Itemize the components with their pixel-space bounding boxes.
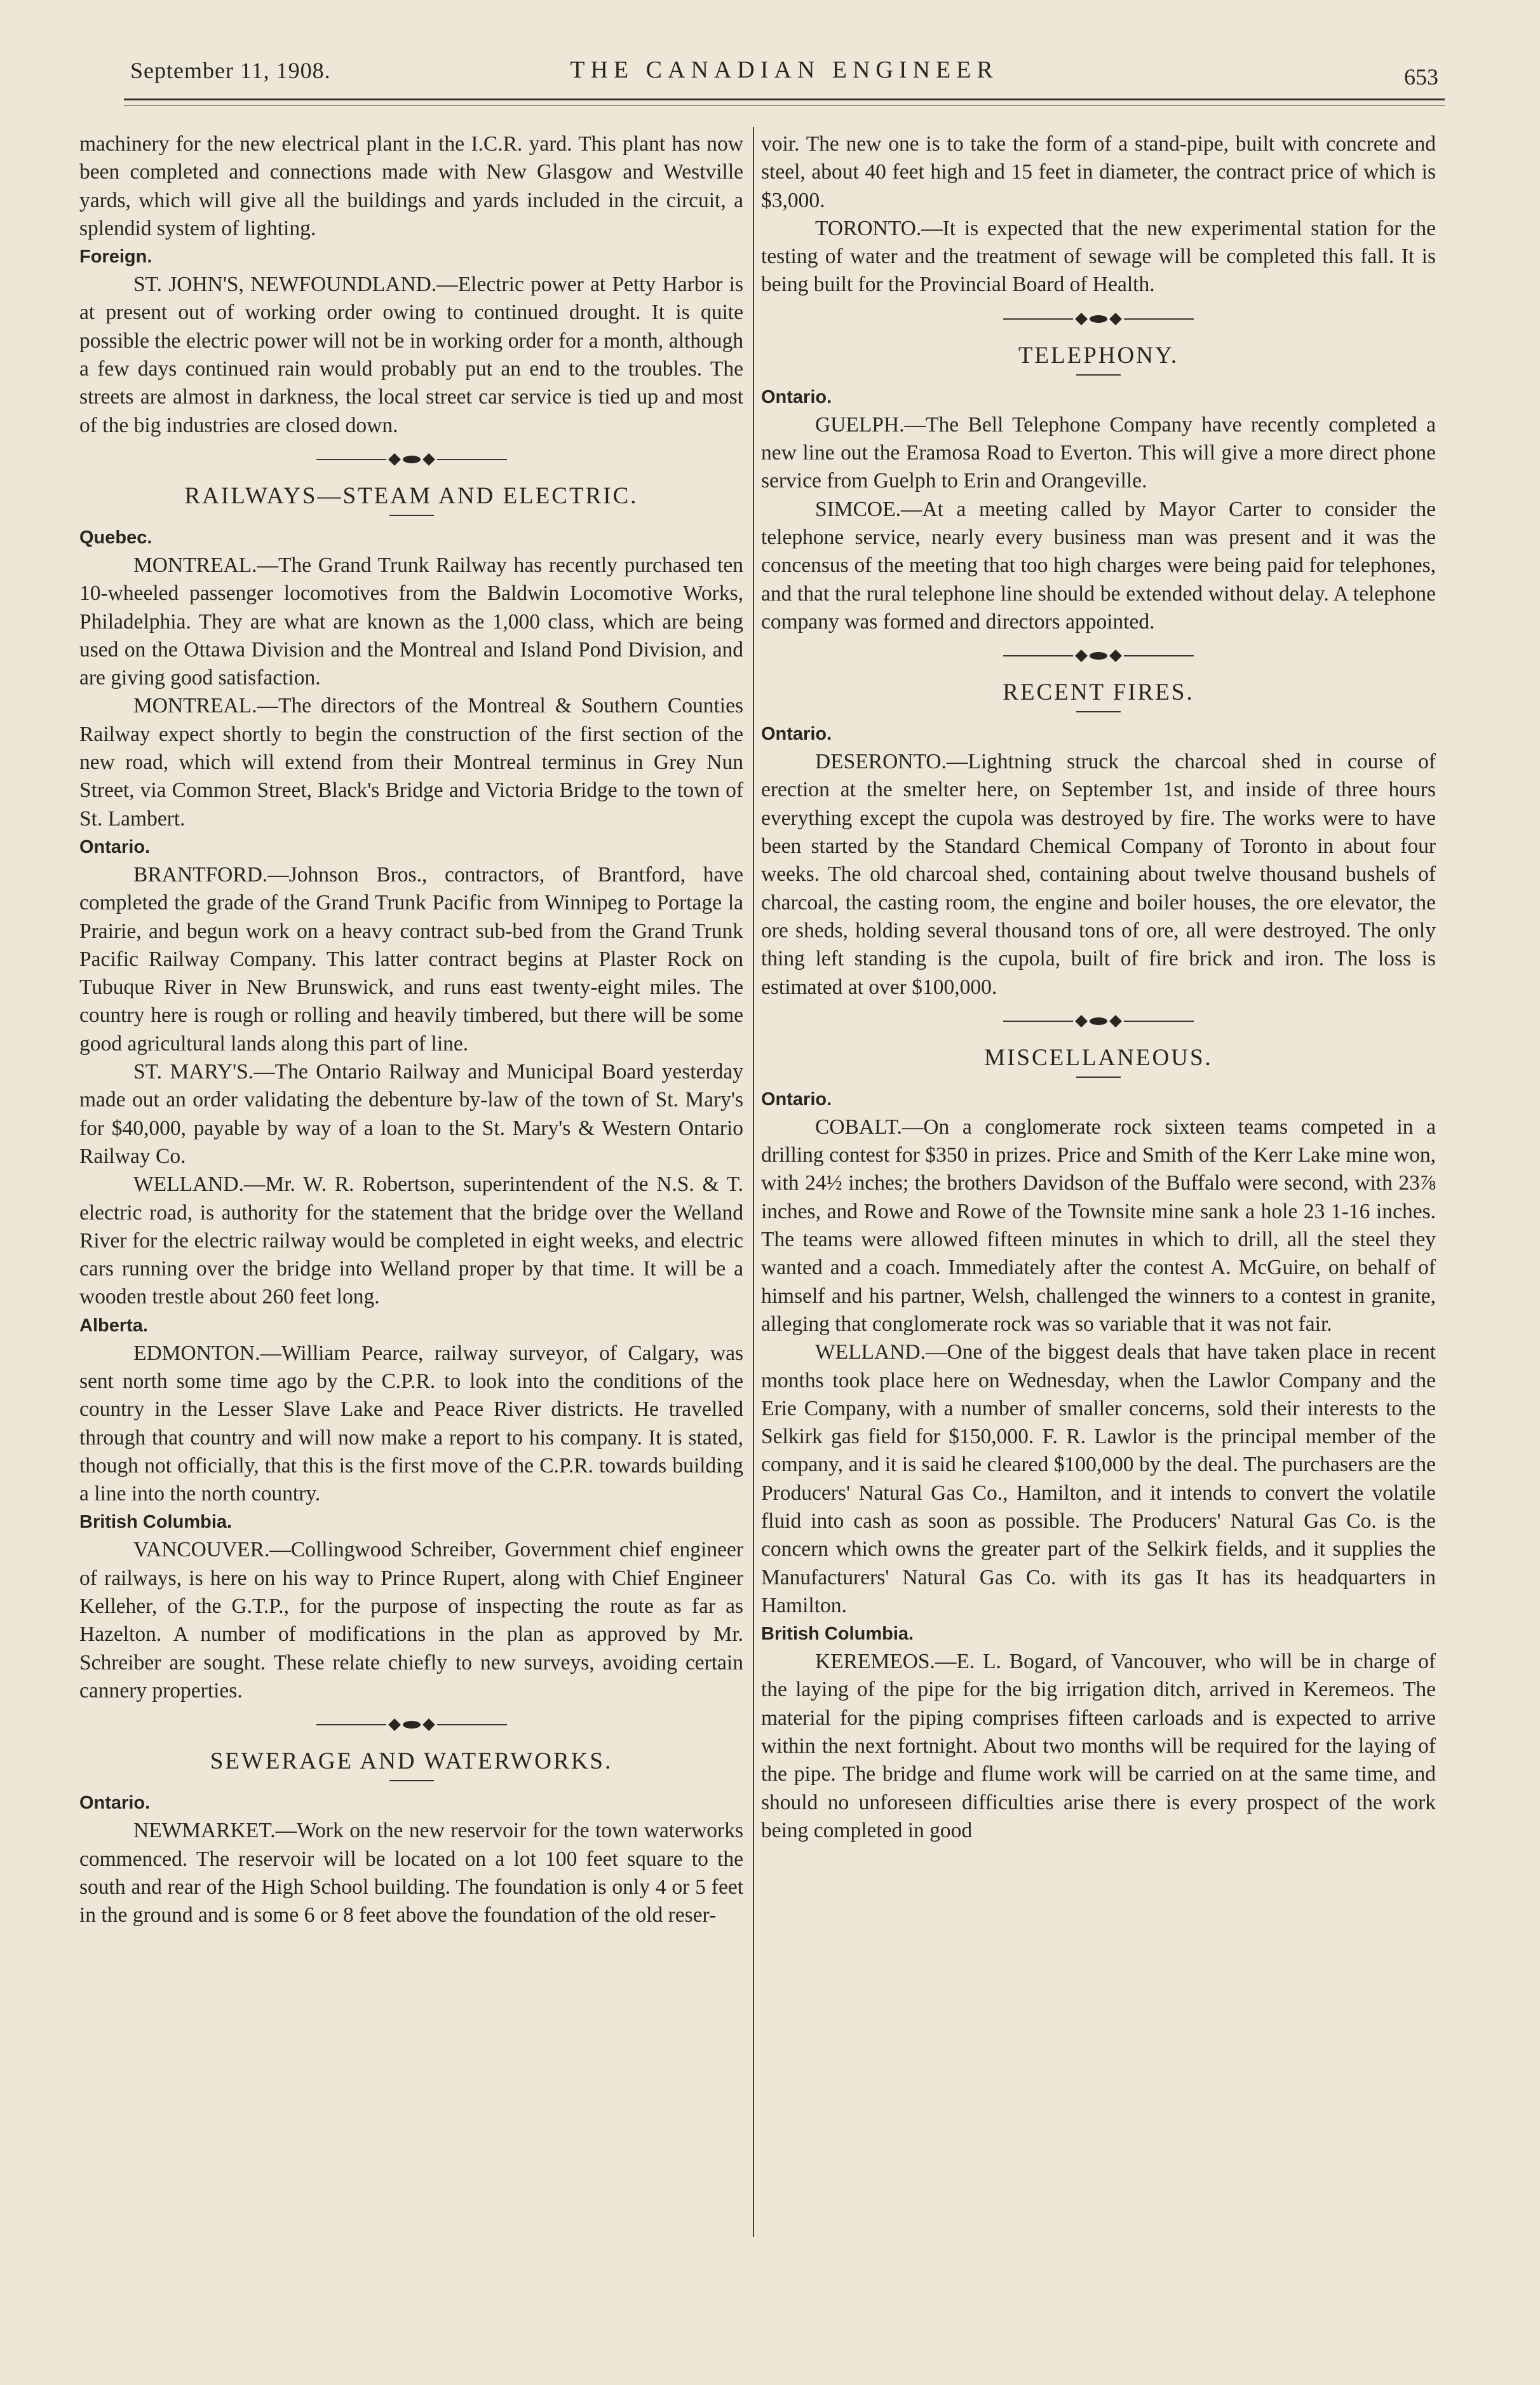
heading-underline — [389, 1780, 434, 1781]
article-paragraph: VANCOUVER.—Collingwood Schreiber, Government chief engineer of railways, is here on his way to Prince Rupert, along with Chief Engineer Kelleher, of the G.T.P., for the purpose of inspecting the route as far as Hazelton. A number of modifications in the plan as approved by Mr. Schreiber are sought. These relate chiefly to new surveys, avoiding certain cannery properties. — [79, 1538, 743, 1702]
heading-underline — [1076, 1077, 1121, 1078]
column-divider — [753, 127, 754, 2237]
section-ornament — [79, 1720, 743, 1729]
region-heading-british-columbia: British Columbia. — [79, 1512, 233, 1533]
article-paragraph: COBALT.—On a conglomerate rock sixteen teams competed in a drilling contest for $350 in prizes. Price and Smith of the Kerr Lake mine won, with 24½ inches; the brothers Davidson of the Buffalo were second, with 23⅞ inches, and Rowe and Rowe of the Townsite mine sank a hole 23 1-16 inches. The teams were allowed fifteen minutes in which to drill, all the steel they wanted and a coach. Immediately after the contest A. McGuire, on behalf of himself and his partner, Welsh, challenged the winners to a contest in granite, alleging that conglomerate rock was so variable that it was not fair. — [761, 1115, 1436, 1336]
region-heading-ontario: Ontario. — [761, 386, 832, 407]
heading-underline — [389, 515, 434, 516]
article-paragraph: SIMCOE.—At a meeting called by Mayor Carter to consider the telephone service, nearly every business man was present and it was the concensus of the meeting that too high charges were being paid for telephones, and that the rural telephone line should be extended without delay. A telephone company was formed and directors appointed. — [761, 497, 1436, 634]
region-heading-alberta: Alberta. — [79, 1315, 148, 1336]
article-paragraph: BRANTFORD.—Johnson Bros., contractors, of Brantford, have completed the grade of the Grand Trunk Pacific from Winnipeg to Portage la Prairie, and begun work on a heavy contract sub-bed from the Grand Trunk Pacific Railway Company. This latter contract begins at Plaster Rock on Tubuque River in New Brunswick, and runs east twenty-eight miles. The country here is rough or rolling and heavily timbered, but there will be some good agricultural lands along this part of line. — [79, 862, 743, 1056]
section-heading-recent-fires: RECENT FIRES. — [1003, 679, 1194, 706]
heading-underline — [1076, 711, 1121, 712]
section-ornament — [79, 455, 743, 464]
intro-paragraph: machinery for the new electrical plant in the I.C.R. yard. This plant has now been completed and connections made with New Glasgow and Westville yards, which will give all the buildings and yards included in the circuit, a splendid system of lighting. — [79, 132, 743, 240]
section-heading-telephony: TELEPHONY. — [1018, 342, 1179, 369]
issue-date: September 11, 1908. — [130, 58, 331, 83]
article-paragraph: TORONTO.—It is expected that the new experimental station for the testing of water and the treatment of sewage will be completed this fall. It is being built for the Provincial Board of Health. — [761, 216, 1436, 297]
article-paragraph: MONTREAL.—The directors of the Montreal & Southern Counties Railway expect shortly to begin the construction of the first section of the new road, which will extend from their Montreal terminus in Grey Nun Street, via Common Street, Black's Bridge and Victoria Bridge to the town of St. Lambert. — [79, 694, 743, 831]
article-paragraph: ST. MARY'S.—The Ontario Railway and Municipal Board yesterday made out an order validating the debenture by-law of the town of St. Mary's for $40,000, payable by way of a loan to the St. Mary's & Western Ontario Railway Co. — [79, 1060, 743, 1168]
article-paragraph: GUELPH.—The Bell Telephone Company have recently completed a new line out the Eramosa Road to Everton. This will give a more direct phone service from Guelph to Erin and Orangeville. — [761, 412, 1436, 493]
article-paragraph: DESERONTO.—Lightning struck the charcoal shed in course of erection at the smelter here, on September 1st, and inside of three hours everything except the cupola was destroyed by fire. The works were to have been started by the Standard Chemical Company of Toronto in about four weeks. The old charcoal shed, containing about twelve thousand bushels of charcoal, the casting room, the engine and boiler houses, the ore elevator, the ore sheds, holding several thousand tons of ore, all were destroyed. The only thing left standing is the cupola, built of fire brick and iron. The loss is estimated at over $100,000. — [761, 750, 1436, 999]
publication-title: THE CANADIAN ENGINEER — [570, 57, 999, 83]
article-paragraph: ST. JOHN'S, NEWFOUNDLAND.—Electric power at Petty Harbor is at present out of working order owing to continued drought. It is quite possible the electric power will not be in working order for a month, although a few days continued rain would probably put an end to the troubles. The streets are almost in darkness, the local street car service is tied up and most of the big industries are closed down. — [79, 273, 743, 437]
article-paragraph: WELLAND.—Mr. W. R. Robertson, superintendent of the N.S. & T. electric road, is authority for the statement that the bridge over the Welland River for the electric railway would be completed in eight weeks, and electric cars running over the bridge into Welland proper by that time. It will be a wooden trestle about 260 feet long. — [79, 1172, 743, 1309]
region-heading-ontario: Ontario. — [761, 724, 832, 745]
region-heading-foreign: Foreign. — [79, 247, 152, 268]
section-heading-sewerage: SEWERAGE AND WATERWORKS. — [210, 1748, 613, 1775]
region-heading-quebec: Quebec. — [79, 527, 152, 548]
article-paragraph: MONTREAL.—The Grand Trunk Railway has recently purchased ten 10-wheeled passenger locomotives from the Baldwin Locomotive Works, Philadelphia. They are what are known as the 1,000 class, which are being used on the Ottawa Division and the Montreal and Island Pond Division, and are giving good satisfaction. — [79, 553, 743, 690]
header-rule-thick — [124, 99, 1445, 100]
region-heading-ontario: Ontario. — [761, 1089, 832, 1110]
region-heading-british-columbia: British Columbia. — [761, 1624, 914, 1645]
page-header — [130, 52, 1438, 90]
article-paragraph: WELLAND.—One of the biggest deals that have taken place in recent months took place here on Wednesday, when the Lawlor Company and the Erie Company, with a number of smaller concerns, sold their interests to the Selkirk gas field for $150,000. F. R. Lawlor is the principal member of the company, and it is said he cleared $100,000 by the deal. The purchasers are the Producers' Natural Gas Co., Hamilton, and it intends to convert the volatile fluid into cash as soon as possible. The Producers' Natural Gas Co. is the concern which owns the greater part of the Selkirk fields, and it supplies the Manufacturers' Natural Gas Co. with its gas It has its headquarters in Hamilton. — [761, 1340, 1436, 1617]
article-paragraph: NEWMARKET.—Work on the new reservoir for the town waterworks commenced. The reservoir will be located on a lot 100 feet square to the south and rear of the High School building. The foundation is only 4 or 5 feet in the ground and is some 6 or 8 feet above the foundation of the old reser- — [79, 1819, 743, 1927]
page-number: 653 — [1404, 64, 1438, 90]
article-paragraph: KEREMEOS.—E. L. Bogard, of Vancouver, who will be in charge of the laying of the pipe for the big irrigation ditch, arrived in Keremeos. The material for the piping comprises fifteen carloads and is expected to arrive within the next fortnight. About two months will be required for the laying of the pipe. The bridge and flume work will be carried on at the same time, and should no unforeseen difficulties arise there is every prospect of the work being completed in good — [761, 1650, 1436, 1842]
section-heading-miscellaneous: MISCELLANEOUS. — [984, 1044, 1213, 1071]
region-heading-ontario: Ontario. — [79, 1793, 151, 1814]
right-column — [761, 130, 1436, 1845]
left-column — [79, 130, 743, 1929]
section-ornament — [761, 315, 1436, 323]
region-heading-ontario: Ontario. — [79, 836, 151, 857]
section-heading-railways: RAILWAYS—STEAM AND ELECTRIC. — [184, 482, 638, 509]
article-paragraph: voir. The new one is to take the form of a stand-pipe, built with concrete and steel, about 40 feet high and 15 feet in diameter, the contract price of which is $3,000. — [761, 132, 1436, 212]
section-ornament — [761, 651, 1436, 660]
section-ornament — [761, 1017, 1436, 1026]
article-paragraph: EDMONTON.—William Pearce, railway surveyor, of Calgary, was sent north some time ago by the C.P.R. to look into the conditions of the country in the Lesser Slave Lake and Peace River districts. He travelled through that country and will now make a report to his company. It is stated, though not officially, that this is the first move of the C.P.R. towards building a line into the north country. — [79, 1341, 743, 1506]
heading-underline — [1076, 374, 1121, 376]
